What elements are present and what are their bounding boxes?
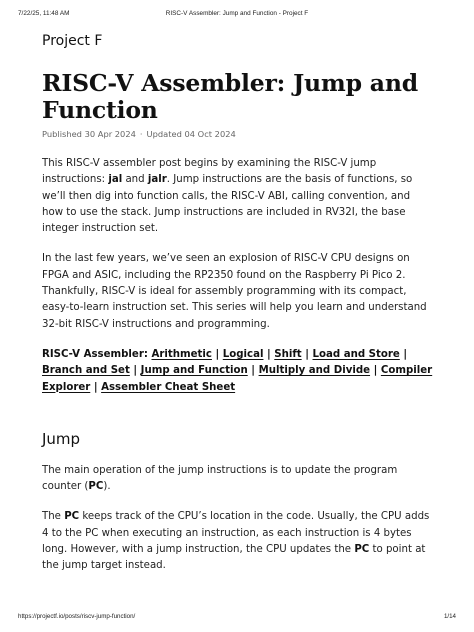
intro-paragraph-1 xyxy=(42,156,434,237)
series-nav xyxy=(42,347,434,396)
jump-p1-text-b: ). xyxy=(103,481,111,493)
series-separator: | xyxy=(247,365,259,377)
jump-p2-text-b: keeps track of the CPU’s location in the code. Usually, the CPU adds 4 to the PC when executing an instruction, as each instruction is 4 bytes long. However, with a jump instruction, the CPU updates the xyxy=(42,511,430,556)
series-link-arithmetic[interactable]: Arithmetic xyxy=(151,348,212,360)
series-separator: | xyxy=(263,348,275,360)
pc-code: PC xyxy=(354,544,370,556)
post-meta xyxy=(42,129,434,139)
series-separator: | xyxy=(399,348,408,360)
series-link-jump-function[interactable]: Jump and Function xyxy=(140,365,248,377)
series-link-compiler-explorer[interactable]: Compiler Explorer xyxy=(42,365,433,393)
print-url: https://projectf.io/posts/riscv-jump-function/ xyxy=(18,613,136,620)
print-footer xyxy=(18,613,456,625)
print-page-title: RISC-V Assembler: Jump and Function - Project F xyxy=(165,10,309,17)
intro-p1-text-a: This RISC-V assembler post begins by examining the RISC-V jump instructions: xyxy=(42,158,377,186)
series-prefix: RISC-V Assembler: xyxy=(42,348,152,360)
published-date: Published 30 Apr 2024 xyxy=(42,129,136,139)
jal-code: jal xyxy=(108,174,123,186)
series-separator: | xyxy=(90,381,102,393)
updated-date: Updated 04 Oct 2024 xyxy=(146,129,236,139)
meta-separator: · xyxy=(139,129,143,139)
intro-p1-text-b: . Jump instructions are the basis of functions, so we’ll then dig into function calls, the RISC-V ABI, calling convention, and how to use the stack. Jump instructions are included in RV32I, the base integer instruction set. xyxy=(42,174,413,235)
series-separator: | xyxy=(370,365,381,377)
series-link-shift[interactable]: Shift xyxy=(274,348,302,360)
intro-p1-text-and: and xyxy=(122,174,148,186)
print-page-number: 1/14 xyxy=(443,613,456,620)
article xyxy=(42,70,434,575)
series-link-logical[interactable]: Logical xyxy=(222,348,264,360)
print-header xyxy=(18,10,456,22)
jump-p1-text-a: The main operation of the jump instructions is to update the program counter ( xyxy=(42,464,398,493)
pc-code: PC xyxy=(88,481,104,493)
series-link-load-store[interactable]: Load and Store xyxy=(312,348,400,360)
series-link-cheat-sheet[interactable]: Assembler Cheat Sheet xyxy=(101,381,236,393)
print-datetime: 7/22/25, 11:48 AM xyxy=(18,10,70,17)
site-title-link[interactable]: Project F xyxy=(42,33,103,49)
pc-code: PC xyxy=(64,511,80,523)
jump-paragraph-1 xyxy=(42,463,434,496)
jump-p2-text-a: The xyxy=(42,511,65,523)
series-separator: | xyxy=(301,348,313,360)
jump-section-heading: Jump xyxy=(42,429,81,448)
jalr-code: jalr xyxy=(147,174,167,186)
post-title-line-2: Function xyxy=(42,96,158,124)
series-separator: | xyxy=(211,348,223,360)
series-separator: | xyxy=(129,365,141,377)
series-link-branch-set[interactable]: Branch and Set xyxy=(42,365,130,377)
jump-p2-text-c: to point at the jump target instead. xyxy=(42,544,426,572)
post-title xyxy=(42,70,434,124)
intro-paragraph-2: In the last few years, we’ve seen an explosion of RISC-V CPU designs on FPGA and ASIC, including the RP2350 found on the Raspberry Pi Pico 2. Thankfully, RISC-V is ideal for assembly programming with its compact, easy-to-learn instruction set. This series will help you learn and understand 32-bit RISC-V instructions and programming. xyxy=(42,253,427,330)
series-link-multiply-divide[interactable]: Multiply and Divide xyxy=(258,365,371,377)
post-title-line-1: RISC-V Assembler: Jump and xyxy=(42,69,418,97)
jump-paragraph-2 xyxy=(42,509,434,574)
